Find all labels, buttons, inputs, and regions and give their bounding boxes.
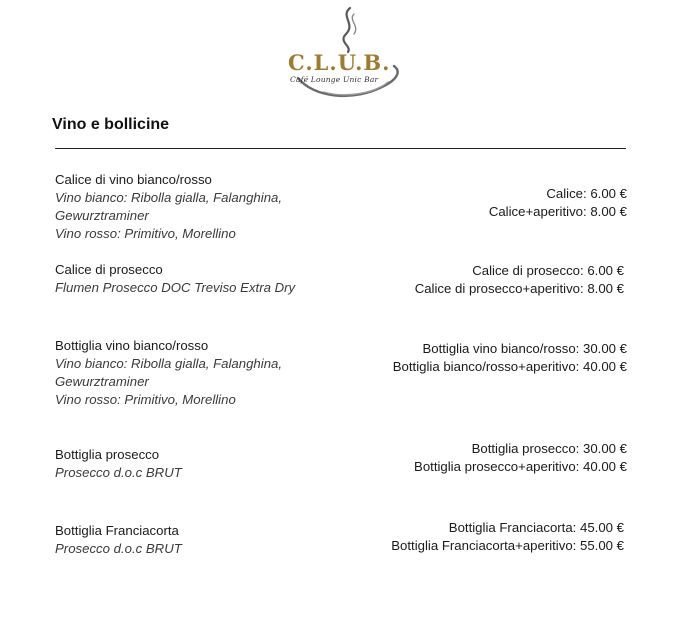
menu-item <box>55 337 345 409</box>
section-title: Vino e bollicine <box>52 116 170 133</box>
menu-item <box>55 171 345 243</box>
logo-wordmark: C.L.U.B. <box>288 50 391 75</box>
club-logo <box>284 6 408 104</box>
item-description-line: Prosecco d.o.c BRUT <box>55 541 182 556</box>
logo-tagline: Café Lounge Unic Bar <box>290 75 379 84</box>
item-description-line: Vino bianco: Ribolla gialla, Falanghina, <box>55 190 283 205</box>
price-line: Bottiglia bianco/rosso+aperitivo: 40.00 € <box>392 359 627 374</box>
item-prices <box>414 440 627 476</box>
item-description-line: Gewurztraminer <box>55 208 149 223</box>
price-line: Bottiglia Franciacorta+aperitivo: 55.00 € <box>391 538 624 553</box>
item-name: Bottiglia Franciacorta <box>55 523 179 538</box>
item-name: Bottiglia vino bianco/rosso <box>55 338 209 353</box>
item-prices <box>391 519 624 555</box>
price-line: Bottiglia prosecco+aperitivo: 40.00 € <box>414 459 627 474</box>
menu-item <box>55 261 345 297</box>
menu-item <box>55 522 345 558</box>
price-line: Bottiglia Franciacorta: 45.00 € <box>448 520 624 535</box>
item-description-line: Vino rosso: Primitivo, Morellino <box>55 392 236 407</box>
price-line: Calice+aperitivo: 8.00 € <box>488 204 627 219</box>
price-line: Calice di prosecco+aperitivo: 8.00 € <box>414 281 624 296</box>
item-name: Calice di prosecco <box>55 262 163 277</box>
item-description-line: Gewurztraminer <box>55 374 149 389</box>
price-line: Calice: 6.00 € <box>546 186 627 201</box>
price-line: Bottiglia prosecco: 30.00 € <box>471 441 627 456</box>
item-prices <box>393 340 627 376</box>
item-description-line: Vino rosso: Primitivo, Morellino <box>55 226 236 241</box>
item-description-line: Flumen Prosecco DOC Treviso Extra Dry <box>55 280 296 295</box>
section-divider <box>55 148 626 149</box>
price-line: Calice di prosecco: 6.00 € <box>472 263 624 278</box>
item-prices <box>489 185 627 221</box>
item-description-line: Vino bianco: Ribolla gialla, Falanghina, <box>55 356 283 371</box>
menu-item <box>55 446 345 482</box>
item-prices <box>415 262 624 298</box>
item-description-line: Prosecco d.o.c BRUT <box>55 465 182 480</box>
price-line: Bottiglia vino bianco/rosso: 30.00 € <box>422 341 627 356</box>
item-name: Calice di vino bianco/rosso <box>55 172 212 187</box>
item-name: Bottiglia prosecco <box>55 447 160 462</box>
